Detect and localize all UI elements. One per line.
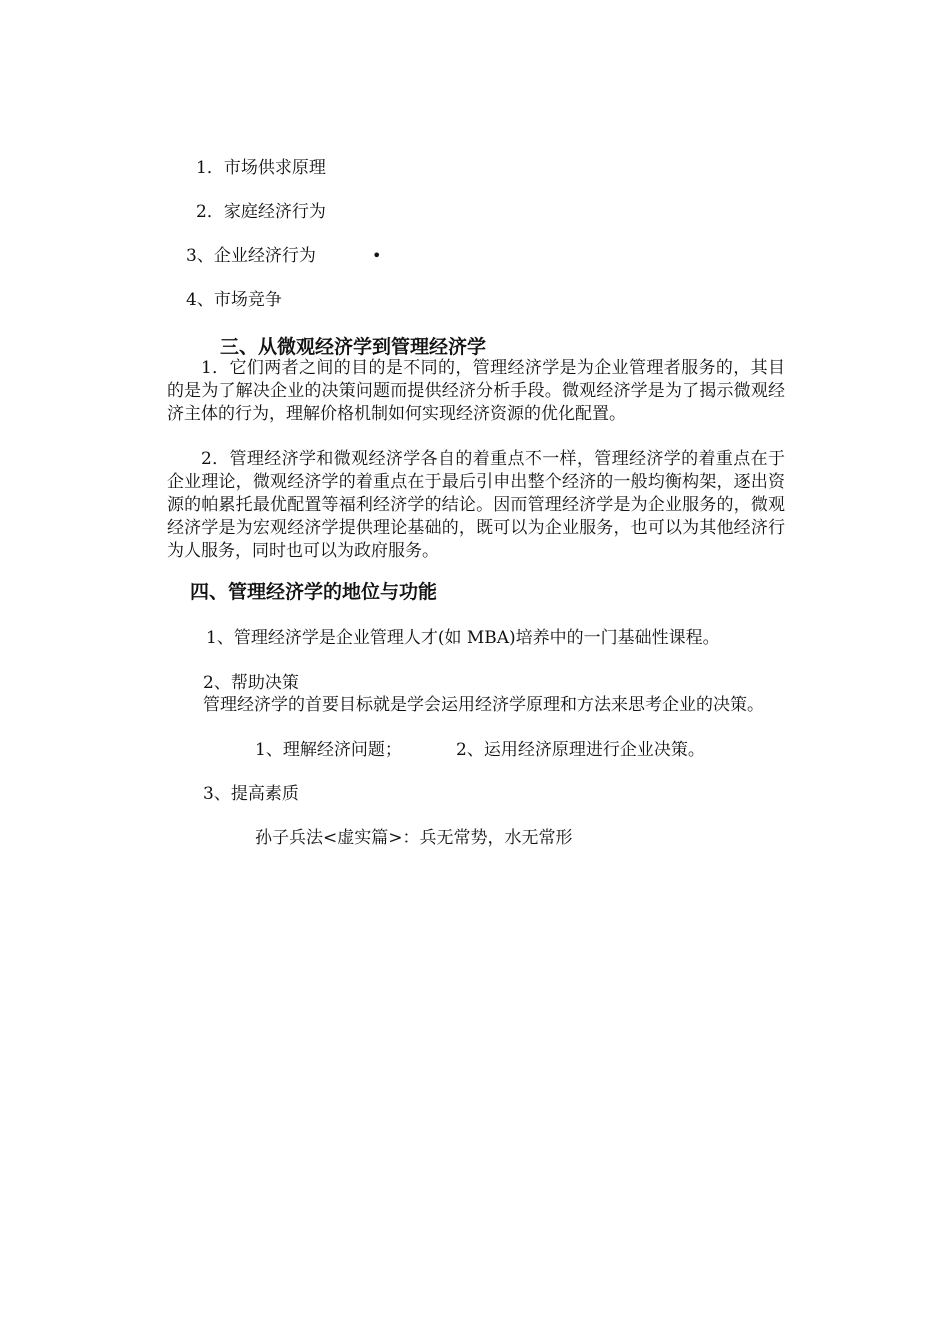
section4-item-2-text: 管理经济学的首要目标就是学会运用经济学原理和方法来思考企业的决策。 <box>203 695 764 715</box>
section4-sub-item-1: 1、理解经济问题； <box>255 740 402 760</box>
sunzi-quote: 孙子兵法<虚实篇>：兵无常势，水无常形 <box>255 828 573 848</box>
section-heading-3: 三、从微观经济学到管理经济学 <box>220 336 487 358</box>
section4-item-1: 1、管理经济学是企业管理人才(如 MBA)培养中的一门基础性课程。 <box>206 628 720 648</box>
section4-sub-item-2: 2、运用经济原理进行企业决策。 <box>456 740 705 760</box>
list-item-market-competition: 4、市场竞争 <box>186 290 282 310</box>
section4-item-2-title: 2、帮助决策 <box>203 673 299 693</box>
list-item-enterprise-behavior: 3、企业经济行为 <box>186 246 316 266</box>
section-heading-4: 四、管理经济学的地位与功能 <box>190 581 438 603</box>
list-item-household-behavior: 2．家庭经济行为 <box>196 202 326 222</box>
bullet-mark: • <box>372 246 382 265</box>
section4-item-3-title: 3、提高素质 <box>203 784 299 804</box>
section3-paragraph-2: 2．管理经济学和微观经济学各自的着重点不一样，管理经济学的着重点在于企业理论，微观经济学的着重点在于最后引申出整个经济的一般均衡构架，逐出资源的帕累托最优配置等福利经济学的结论。因而管理经济学是为企业服务的，微观经济学是为宏观经济学提供理论基础的，既可以为企业服务，也可以为其他经济行为人服务，同时也可以为政府服务。 <box>167 449 785 561</box>
list-item-market-supply-demand: 1．市场供求原理 <box>196 158 326 178</box>
section3-paragraph-1: 1．它们两者之间的目的是不同的，管理经济学是为企业管理者服务的，其目的是为了解决企业的决策问题而提供经济分析手段。微观经济学是为了揭示微观经济主体的行为，理解价格机制如何实现经济资源的优化配置。 <box>167 358 785 424</box>
